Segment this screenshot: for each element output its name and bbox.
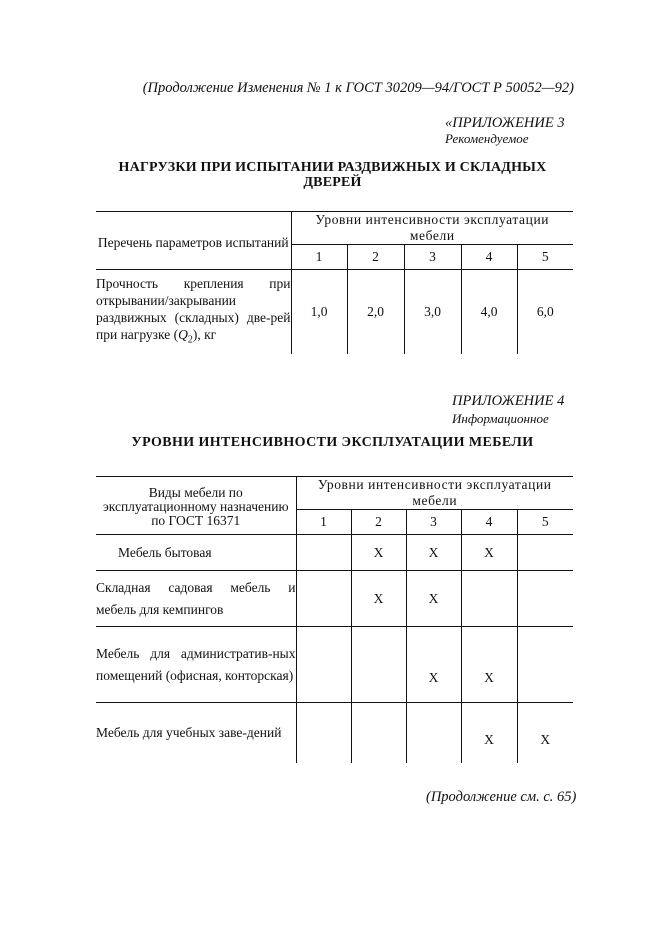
level-header: 4 [461,510,517,535]
level-header: 4 [461,245,517,270]
table-row [96,627,573,703]
load-value: 6,0 [517,270,573,354]
param-column-header: Перечень параметров испытаний [96,212,291,270]
row-label: Мебель для административ-ных помещений (офисная, конторская) [96,627,296,703]
table-row [96,535,573,571]
table-row [96,703,573,763]
row-label: Складная садовая мебель и мебель для кемпингов [96,571,296,627]
page-continuation-footer: (Продолжение см. с. 65) [426,789,577,805]
row-label: Мебель бытовая [96,535,296,571]
level-header: 5 [517,245,573,270]
appendix-4-subtitle: Информационное [452,411,549,426]
level-header: 2 [351,510,406,535]
appendix-4-label [452,393,564,427]
level-mark [517,535,573,571]
level-mark [351,627,406,703]
level-mark: X [461,627,517,703]
table-row [96,571,573,627]
level-mark: X [406,571,461,627]
level-header: 1 [296,510,351,535]
appendix-3-label [445,116,565,146]
level-mark: X [351,535,406,571]
level-mark: X [351,571,406,627]
level-header: 2 [347,245,404,270]
furniture-levels-table [96,476,573,763]
door-load-table [96,211,573,354]
level-mark [296,535,351,571]
page-continuation-header: (Продолжение Изменения № 1 к ГОСТ 30209—94/ГОСТ Р 50052—92) [142,80,574,96]
level-mark [517,627,573,703]
level-mark: X [461,703,517,763]
level-mark [461,571,517,627]
level-mark [296,703,351,763]
level-mark: X [517,703,573,763]
level-mark: X [461,535,517,571]
load-value: 2,0 [347,270,404,354]
level-mark [517,571,573,627]
appendix-3-heading: НАГРУЗКИ ПРИ ИСПЫТАНИИ РАЗДВИЖНЫХ И СКЛАДНЫХ ДВЕРЕЙ [118,160,547,190]
row-label: Мебель для учебных заве-дений [96,724,282,740]
level-header: 1 [291,245,347,270]
load-value: 3,0 [404,270,461,354]
appendix-3-title: «ПРИЛОЖЕНИЕ 3 [445,115,565,131]
level-mark [296,627,351,703]
level-mark: X [406,627,461,703]
type-column-header: Виды мебели по эксплуатационному назначению по ГОСТ 16371 [96,477,296,535]
param-subscript: 2 [187,334,193,346]
param-text: Прочность крепления при открывании/закрывании раздвижных (складных) две-рей при нагрузке [96,275,291,342]
param-description: Прочность крепления при открывании/закрывании раздвижных (складных) две-рей при нагрузке $(Q_2)$, кг [96,275,291,346]
appendix-3-subtitle: Рекомендуемое [445,131,529,146]
appendix-4-title: ПРИЛОЖЕНИЕ 4 [452,393,565,409]
level-mark [351,703,406,763]
level-header: 3 [404,245,461,270]
level-header: 5 [517,510,573,535]
load-value: 4,0 [461,270,517,354]
levels-column-header: Уровни интенсивности эксплуатации мебели [291,212,573,245]
level-mark [406,703,461,763]
level-header: 3 [406,510,461,535]
load-value: 1,0 [291,270,347,354]
param-unit: ), кг [192,326,217,342]
level-mark [296,571,351,627]
level-mark: X [406,535,461,571]
appendix-4-heading: УРОВНИ ИНТЕНСИВНОСТИ ЭКСПЛУАТАЦИИ МЕБЕЛИ [131,435,534,450]
param-symbol: Q [178,326,188,342]
levels-column-header: Уровни интенсивности эксплуатации мебели [296,477,573,510]
